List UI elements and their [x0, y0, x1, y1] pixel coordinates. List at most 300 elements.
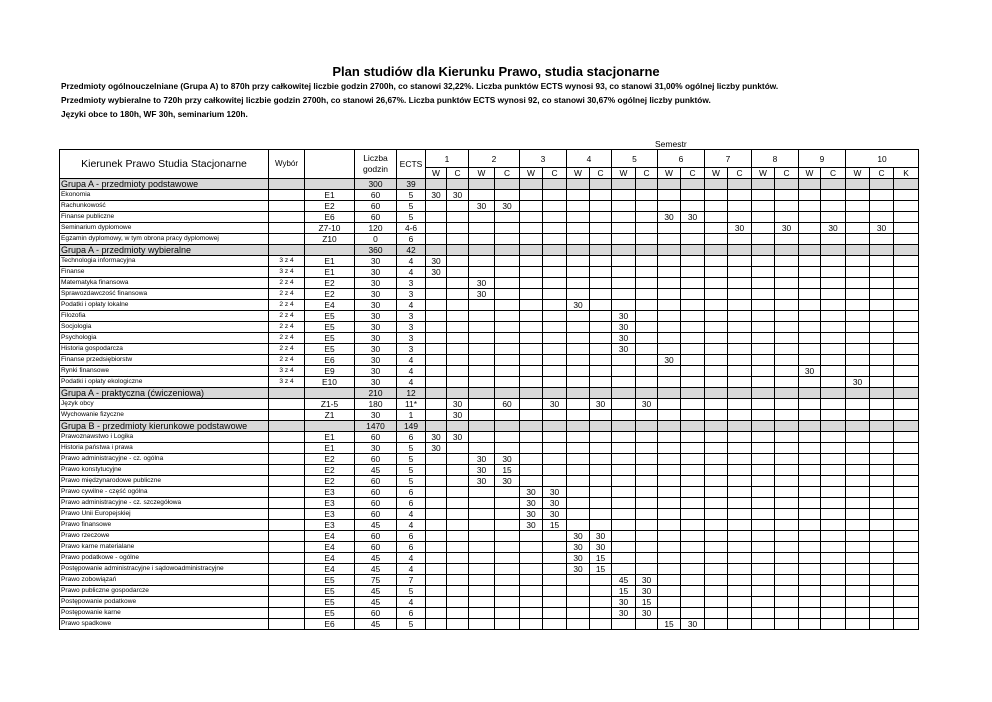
hours-cell: 60 [355, 476, 397, 487]
empty-cell [426, 278, 447, 289]
empty-cell [520, 322, 543, 333]
empty-cell [870, 333, 894, 344]
ects-cell: 4 [397, 520, 426, 531]
empty-cell [821, 465, 846, 476]
empty-cell [846, 509, 870, 520]
subheader-w: W [658, 168, 681, 179]
empty-cell [894, 531, 919, 542]
wybor-cell [269, 201, 305, 212]
empty-cell [590, 377, 612, 388]
empty-cell [846, 289, 870, 300]
empty-cell [495, 245, 520, 256]
empty-cell [495, 509, 520, 520]
empty-cell [728, 245, 752, 256]
empty-cell [612, 300, 636, 311]
empty-cell [658, 465, 681, 476]
empty-cell [894, 410, 919, 421]
course-row [60, 619, 919, 630]
empty-cell [870, 322, 894, 333]
course-row [60, 300, 919, 311]
empty-cell [636, 498, 658, 509]
empty-cell [728, 366, 752, 377]
empty-cell [728, 190, 752, 201]
empty-cell [426, 410, 447, 421]
empty-cell [495, 223, 520, 234]
empty-cell [752, 421, 775, 432]
empty-cell [752, 443, 775, 454]
empty-cell [469, 509, 495, 520]
subheader-c: C [447, 168, 469, 179]
hours-cell: 45 [355, 465, 397, 476]
empty-cell [543, 410, 567, 421]
hours-cell: 45 [355, 564, 397, 575]
empty-cell [799, 212, 821, 223]
empty-cell [728, 553, 752, 564]
empty-cell [426, 520, 447, 531]
empty-cell [520, 300, 543, 311]
empty-cell [894, 322, 919, 333]
empty-cell [681, 575, 705, 586]
ects-cell: 4 [397, 355, 426, 366]
empty-cell [567, 267, 590, 278]
empty-cell [543, 333, 567, 344]
empty-cell [636, 421, 658, 432]
empty-cell [447, 443, 469, 454]
header-liczba-godzin: Liczba godzin [355, 150, 397, 179]
empty-cell [821, 355, 846, 366]
empty-cell [775, 487, 799, 498]
empty-cell [799, 267, 821, 278]
empty-cell [775, 179, 799, 190]
empty-cell [590, 509, 612, 520]
note-line-3: Języki obce to 180h, WF 30h, seminarium 120h. [61, 109, 248, 119]
hours-cell: 30 [355, 366, 397, 377]
empty-cell [447, 179, 469, 190]
code-cell: E2 [305, 465, 355, 476]
empty-cell [846, 256, 870, 267]
empty-cell [447, 476, 469, 487]
empty-cell [612, 443, 636, 454]
course-row [60, 520, 919, 531]
wybor-cell: 2 z 4 [269, 278, 305, 289]
empty-cell [612, 465, 636, 476]
empty-cell [681, 201, 705, 212]
hours-value-cell: 30 [469, 454, 495, 465]
hours-value-cell: 30 [447, 432, 469, 443]
wybor-cell [269, 410, 305, 421]
empty-cell [752, 234, 775, 245]
empty-cell [520, 531, 543, 542]
empty-cell [469, 498, 495, 509]
empty-cell [612, 520, 636, 531]
empty-cell [590, 223, 612, 234]
empty-cell [894, 498, 919, 509]
empty-cell [728, 322, 752, 333]
wybor-cell [269, 619, 305, 630]
empty-cell [894, 542, 919, 553]
empty-cell [870, 608, 894, 619]
ects-cell: 5 [397, 212, 426, 223]
ects-cell: 4 [397, 564, 426, 575]
hours-value-cell: 30 [520, 509, 543, 520]
empty-cell [728, 344, 752, 355]
empty-cell [821, 278, 846, 289]
hours-value-cell: 30 [567, 553, 590, 564]
empty-cell [590, 608, 612, 619]
empty-cell [543, 223, 567, 234]
empty-cell [775, 553, 799, 564]
hours-cell: 60 [355, 190, 397, 201]
empty-cell [846, 322, 870, 333]
code-cell: Z1-5 [305, 399, 355, 410]
course-name: Prawo publiczne gospodarcze [60, 586, 269, 597]
empty-cell [894, 344, 919, 355]
hours-value-cell: 30 [469, 201, 495, 212]
empty-cell [543, 179, 567, 190]
empty-cell [728, 355, 752, 366]
empty-cell [447, 377, 469, 388]
empty-cell [799, 223, 821, 234]
empty-cell [846, 597, 870, 608]
ects-cell: 4-6 [397, 223, 426, 234]
empty-cell [520, 410, 543, 421]
empty-cell [846, 311, 870, 322]
empty-cell [775, 245, 799, 256]
empty-cell [870, 520, 894, 531]
empty-cell [469, 311, 495, 322]
empty-cell [775, 520, 799, 531]
subheader-w: W [705, 168, 728, 179]
empty-cell [426, 234, 447, 245]
empty-cell [543, 476, 567, 487]
empty-cell [543, 553, 567, 564]
empty-cell [636, 190, 658, 201]
hours-cell: 30 [355, 322, 397, 333]
empty-cell [469, 267, 495, 278]
hours-cell: 60 [355, 487, 397, 498]
empty-cell [681, 421, 705, 432]
course-row [60, 311, 919, 322]
empty-cell [658, 476, 681, 487]
empty-cell [775, 509, 799, 520]
code-cell: E3 [305, 498, 355, 509]
hours-value-cell: 30 [612, 344, 636, 355]
empty-cell [520, 190, 543, 201]
empty-cell [447, 498, 469, 509]
empty-cell [728, 410, 752, 421]
empty-cell [752, 333, 775, 344]
empty-cell [728, 388, 752, 399]
semester-9-header: 9 [799, 150, 846, 168]
empty-cell [658, 223, 681, 234]
empty-cell [775, 278, 799, 289]
empty-cell [821, 245, 846, 256]
course-name: Socjologia [60, 322, 269, 333]
hours-value-cell: 30 [426, 443, 447, 454]
hours-cell: 0 [355, 234, 397, 245]
empty-cell [590, 245, 612, 256]
code-cell: E4 [305, 300, 355, 311]
empty-cell [846, 498, 870, 509]
empty-cell [821, 509, 846, 520]
empty-cell [590, 476, 612, 487]
empty-cell [705, 289, 728, 300]
course-row [60, 289, 919, 300]
empty-cell [636, 443, 658, 454]
subheader-w: W [426, 168, 447, 179]
empty-cell [870, 465, 894, 476]
empty-cell [799, 399, 821, 410]
empty-cell [705, 190, 728, 201]
empty-cell [447, 553, 469, 564]
header-ects: ECTS [397, 150, 426, 179]
empty-cell [846, 465, 870, 476]
empty-cell [728, 289, 752, 300]
empty-cell [681, 608, 705, 619]
empty-cell [426, 322, 447, 333]
hours-value-cell: 30 [567, 531, 590, 542]
empty-cell [612, 234, 636, 245]
hours-value-cell: 30 [870, 223, 894, 234]
empty-cell [870, 289, 894, 300]
empty-cell [846, 300, 870, 311]
empty-cell [728, 564, 752, 575]
empty-cell [469, 421, 495, 432]
hours-cell: 30 [355, 333, 397, 344]
empty-cell [543, 322, 567, 333]
empty-cell [612, 377, 636, 388]
empty-cell [636, 476, 658, 487]
hours-value-cell: 30 [612, 597, 636, 608]
empty-cell [799, 322, 821, 333]
hours-value-cell: 30 [590, 531, 612, 542]
ects-cell: 5 [397, 476, 426, 487]
empty-cell [681, 388, 705, 399]
empty-cell [705, 377, 728, 388]
empty-cell [870, 388, 894, 399]
empty-cell [681, 432, 705, 443]
empty-cell [681, 520, 705, 531]
empty-cell [495, 234, 520, 245]
hours-value-cell: 30 [469, 465, 495, 476]
empty-cell [567, 355, 590, 366]
code-cell: E5 [305, 608, 355, 619]
empty-cell [567, 333, 590, 344]
empty-cell [447, 267, 469, 278]
empty-cell [426, 564, 447, 575]
empty-cell [543, 300, 567, 311]
empty-cell [799, 333, 821, 344]
empty-cell [870, 575, 894, 586]
hours-cell: 75 [355, 575, 397, 586]
empty-cell [567, 476, 590, 487]
empty-cell [495, 179, 520, 190]
empty-cell [612, 487, 636, 498]
empty-cell [469, 344, 495, 355]
empty-cell [495, 443, 520, 454]
empty-cell [426, 355, 447, 366]
empty-cell [681, 355, 705, 366]
empty-cell [821, 608, 846, 619]
empty-cell [728, 333, 752, 344]
empty-cell [752, 300, 775, 311]
empty-cell [469, 597, 495, 608]
course-row [60, 212, 919, 223]
empty-cell [447, 454, 469, 465]
wybor-cell: 3 z 4 [269, 267, 305, 278]
empty-cell [705, 355, 728, 366]
empty-cell [447, 608, 469, 619]
empty-cell [636, 520, 658, 531]
course-row [60, 575, 919, 586]
empty-cell [543, 355, 567, 366]
empty-cell [447, 322, 469, 333]
code-cell: E5 [305, 311, 355, 322]
empty-cell [870, 212, 894, 223]
code-cell: E2 [305, 476, 355, 487]
hours-cell: 60 [355, 498, 397, 509]
hours-value-cell: 15 [590, 564, 612, 575]
code-cell: E1 [305, 443, 355, 454]
empty-cell [520, 388, 543, 399]
course-name: Podatki i opłaty ekologiczne [60, 377, 269, 388]
ects-cell: 6 [397, 531, 426, 542]
course-row [60, 234, 919, 245]
course-row [60, 223, 919, 234]
empty-cell [799, 454, 821, 465]
subheader-c: C [495, 168, 520, 179]
empty-cell [846, 223, 870, 234]
empty-cell [681, 256, 705, 267]
hours-value-cell: 30 [658, 355, 681, 366]
empty-cell [469, 608, 495, 619]
empty-cell [846, 234, 870, 245]
course-name: Rachunkowość [60, 201, 269, 212]
empty-cell [752, 597, 775, 608]
wybor-cell [269, 509, 305, 520]
empty-cell [590, 520, 612, 531]
empty-cell [495, 355, 520, 366]
empty-cell [567, 223, 590, 234]
empty-cell [681, 597, 705, 608]
empty-cell [681, 487, 705, 498]
empty-cell [520, 344, 543, 355]
empty-cell [728, 377, 752, 388]
hours-value-cell: 30 [821, 223, 846, 234]
empty-cell [636, 333, 658, 344]
empty-cell [799, 278, 821, 289]
empty-cell [612, 190, 636, 201]
empty-cell [821, 619, 846, 630]
empty-cell [799, 245, 821, 256]
empty-cell [870, 267, 894, 278]
hours-cell: 30 [355, 443, 397, 454]
empty-cell [752, 223, 775, 234]
code-cell: E4 [305, 564, 355, 575]
empty-cell [705, 443, 728, 454]
empty-cell [567, 322, 590, 333]
empty-cell [636, 564, 658, 575]
empty-cell [520, 223, 543, 234]
empty-cell [681, 289, 705, 300]
hours-value-cell: 30 [495, 454, 520, 465]
empty-cell [870, 300, 894, 311]
empty-cell [705, 564, 728, 575]
empty-cell [705, 454, 728, 465]
empty-cell [612, 410, 636, 421]
empty-cell [495, 553, 520, 564]
empty-cell [447, 575, 469, 586]
wybor-cell [269, 234, 305, 245]
empty-cell [426, 377, 447, 388]
empty-cell [728, 597, 752, 608]
empty-cell [520, 465, 543, 476]
empty-cell [681, 399, 705, 410]
wybor-cell: 3 z 4 [269, 377, 305, 388]
empty-cell [846, 355, 870, 366]
empty-cell [567, 520, 590, 531]
empty-cell [658, 300, 681, 311]
wybor-cell: 3 z 4 [269, 366, 305, 377]
ects-cell: 42 [397, 245, 426, 256]
empty-cell [469, 333, 495, 344]
hours-cell: 45 [355, 586, 397, 597]
empty-cell [447, 201, 469, 212]
empty-cell [495, 366, 520, 377]
empty-cell [567, 388, 590, 399]
header-code [305, 150, 355, 179]
empty-cell [821, 377, 846, 388]
code-cell: E9 [305, 366, 355, 377]
hours-cell: 45 [355, 520, 397, 531]
empty-cell [636, 300, 658, 311]
empty-cell [728, 443, 752, 454]
empty-cell [775, 377, 799, 388]
empty-cell [705, 311, 728, 322]
code-cell: E4 [305, 531, 355, 542]
empty-cell [426, 608, 447, 619]
empty-cell [636, 388, 658, 399]
empty-cell [520, 476, 543, 487]
empty-cell [612, 421, 636, 432]
empty-cell [846, 454, 870, 465]
empty-cell [447, 487, 469, 498]
empty-cell [821, 388, 846, 399]
empty-cell [821, 322, 846, 333]
empty-cell [447, 289, 469, 300]
empty-cell [469, 553, 495, 564]
empty-cell [590, 575, 612, 586]
empty-cell [567, 619, 590, 630]
hours-value-cell: 60 [495, 399, 520, 410]
code-cell [305, 179, 355, 190]
course-name: Postępowanie administracyjne i sądowoadministracyjne [60, 564, 269, 575]
empty-cell [469, 366, 495, 377]
hours-value-cell: 30 [636, 608, 658, 619]
empty-cell [658, 267, 681, 278]
empty-cell [752, 575, 775, 586]
course-name: Sprawozdawczość finansowa [60, 289, 269, 300]
course-row [60, 377, 919, 388]
empty-cell [799, 355, 821, 366]
empty-cell [612, 267, 636, 278]
empty-cell [894, 333, 919, 344]
empty-cell [543, 465, 567, 476]
empty-cell [846, 366, 870, 377]
course-name: Rynki finansowe [60, 366, 269, 377]
code-cell: E5 [305, 575, 355, 586]
empty-cell [567, 498, 590, 509]
